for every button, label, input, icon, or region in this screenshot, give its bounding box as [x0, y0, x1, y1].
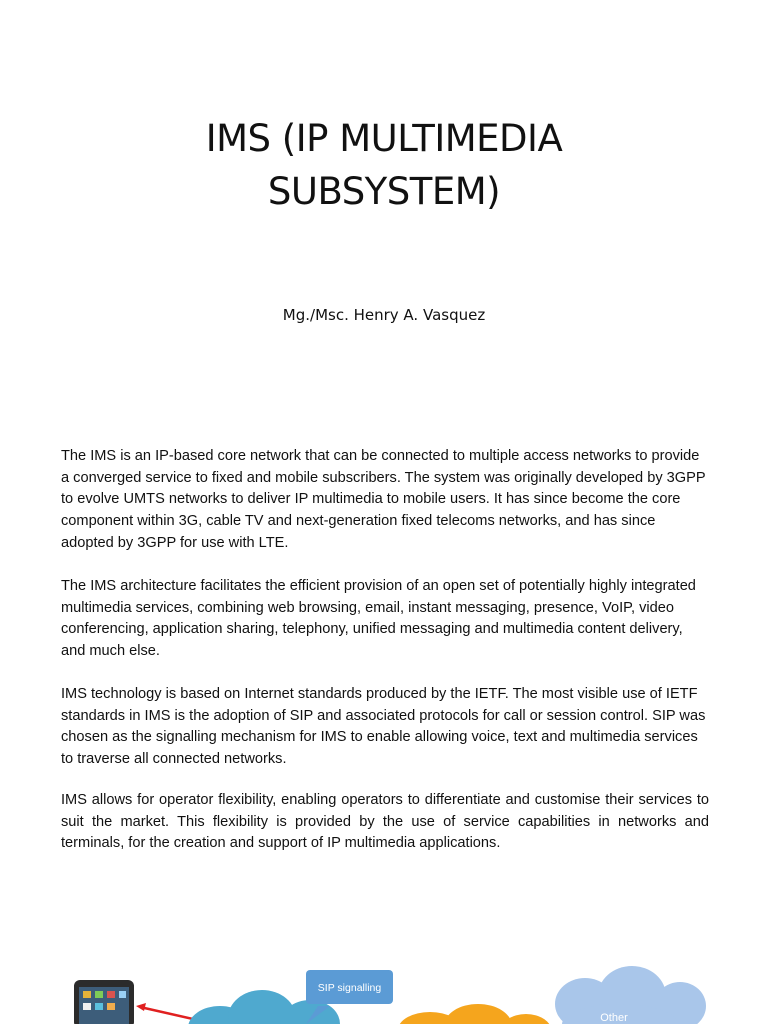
title-line-2: SUBSYSTEM) — [267, 170, 501, 213]
other-network-label: Other — [600, 1012, 628, 1024]
paragraph-2: The IMS architecture facilitates the efficient provision of an open set of potentially highly integrated multimedia services, combining web browsing, email, instant messaging, presence, VoIP, video conferencing, application sharing, telephony, unified messaging and multimedia content delivery, and much else. — [61, 578, 696, 660]
title-line-1: IMS (IP MULTIMEDIA — [205, 117, 563, 160]
page-title — [0, 112, 768, 218]
author-name: Mg./Msc. Henry A. Vasquez — [282, 306, 486, 324]
paragraph-1: The IMS is an IP-based core network that can be connected to multiple access networks to provide a converged service to fixed and mobile subscribers. The system was originally developed by 3GPP to evolve UMTS networks to deliver IP multimedia to mobile users. It has since become the core component within 3G, cable TV and next-generation fixed telecoms networks, and has since adopted by 3GPP for use with LTE. — [61, 448, 706, 551]
ims-diagram — [0, 960, 768, 1024]
paragraph-4: IMS allows for operator flexibility, enabling operators to differentiate and customise their services to suit the market. This flexibility is provided by the use of service capabilities in networks and terminals, for the creation and support of IP multimedia applications. — [61, 792, 709, 852]
mobile-phone-icon — [74, 980, 134, 1024]
paragraph-3: IMS technology is based on Internet standards produced by the IETF. The most visible use of IETF standards in IMS is the adoption of SIP and associated protocols for call or session control. SIP was chosen as the signalling mechanism for IMS to enable allowing voice, text and multimedia services to traverse all connected networks. — [61, 686, 706, 768]
network-cloud-other — [555, 966, 706, 1024]
network-cloud-orange — [398, 1004, 552, 1024]
sip-signalling-label: SIP signalling — [317, 982, 382, 994]
